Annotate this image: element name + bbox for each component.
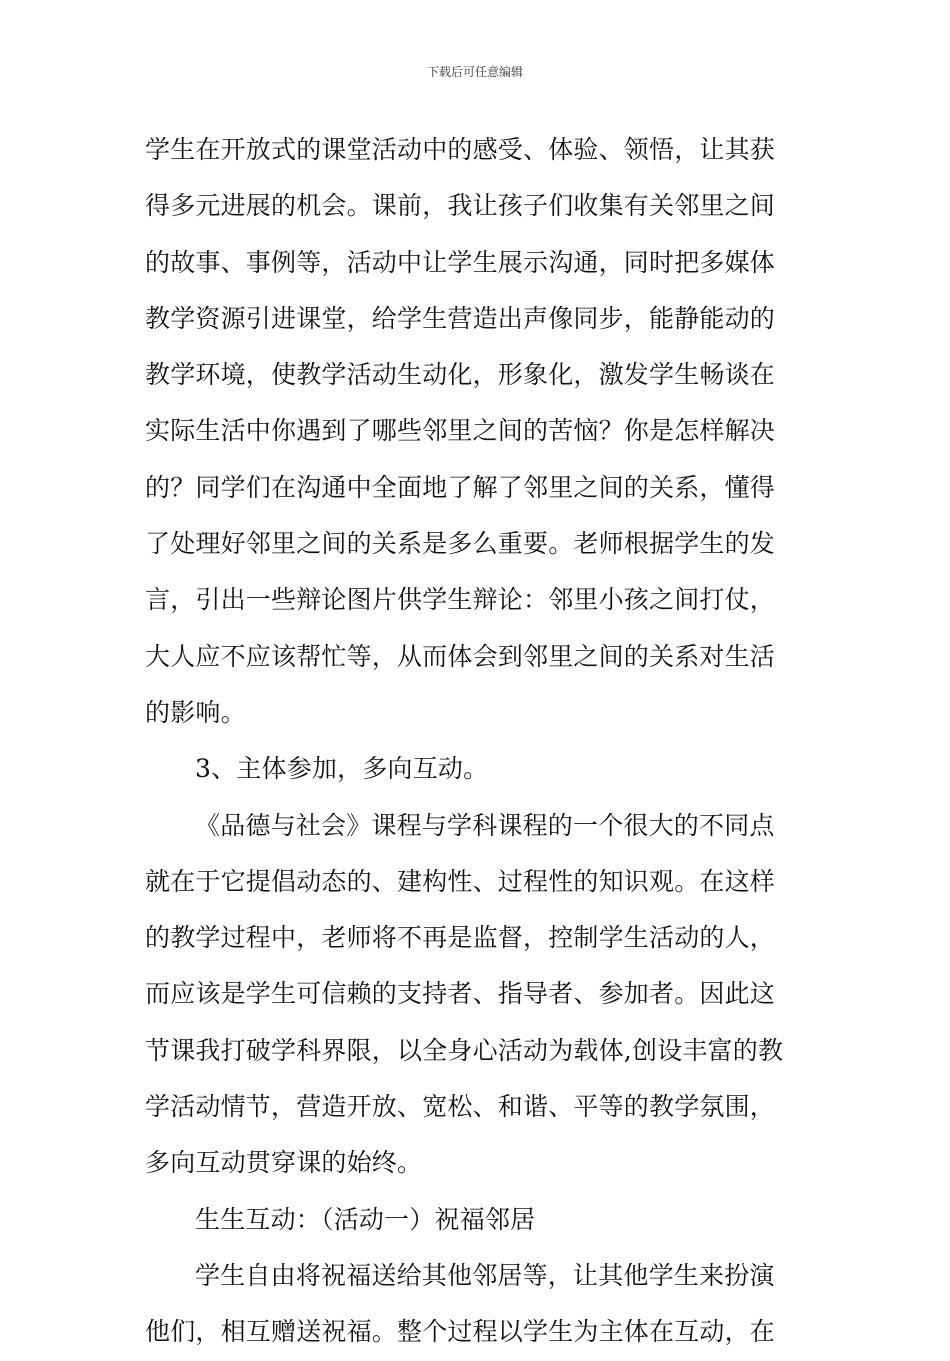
paragraph-line: 教学环境，使教学活动生动化，形象化，激发学生畅谈在	[145, 360, 776, 390]
paragraph-line: 的教学过程中，老师将不再是监督，控制学生活动的人，	[145, 923, 776, 953]
paragraph-line: 的？同学们在沟通中全面地了解了邻里之间的关系，懂得	[145, 472, 776, 502]
paragraph-line: 教学资源引进课堂，给学生营造出声像同步，能静能动的	[145, 303, 776, 333]
paragraph-line: 的故事、事例等，活动中让学生展示沟通，同时把多媒体	[145, 247, 776, 277]
paragraph-line: 实际生活中你遇到了哪些邻里之间的苦恼？你是怎样解决	[145, 416, 776, 446]
paragraph-line: 学活动情节，营造开放、宽松、和谐、平等的教学氛围，	[145, 1092, 776, 1122]
document-body	[145, 122, 810, 1361]
paragraph-line: 就在于它提倡动态的、建构性、过程性的知识观。在这样	[145, 866, 776, 896]
paragraph-line: 得多元进展的机会。课前，我让孩子们收集有关邻里之间	[145, 191, 776, 221]
paragraph-line: 学生在开放式的课堂活动中的感受、体验、领悟，让其获	[145, 135, 776, 164]
paragraph-line: 的影响。	[145, 697, 246, 727]
paragraph-line: 多向互动贯穿课的始终。	[145, 1148, 423, 1178]
page-header-note: 下载后可任意编辑	[426, 65, 523, 79]
subsection-heading: 生生互动：（活动一）祝福邻居	[195, 1204, 536, 1234]
paragraph-line: 大人应不应该帮忙等，从而体会到邻里之间的关系对生活	[145, 641, 776, 671]
paragraph-line: 节课我打破学科界限，以全身心活动为载体,创设丰富的教	[145, 1035, 784, 1065]
section-heading: 3、主体参加，多向互动。	[195, 754, 489, 784]
paragraph-line: 他们，相互赠送祝福。整个过程以学生为主体在互动，在	[145, 1317, 776, 1347]
paragraph-line: 言，引出一些辩论图片供学生辩论：邻里小孩之间打仗，	[145, 585, 776, 615]
paragraph-line: 学生自由将祝福送给其他邻居等，让其他学生来扮演	[195, 1260, 775, 1290]
paragraph-line: 了处理好邻里之间的关系是多么重要。老师根据学生的发	[145, 529, 776, 559]
paragraph-line: 《品德与社会》课程与学科课程的一个很大的不同点	[195, 810, 775, 840]
paragraph-line: 而应该是学生可信赖的支持者、指导者、参加者。因此这	[145, 979, 776, 1009]
